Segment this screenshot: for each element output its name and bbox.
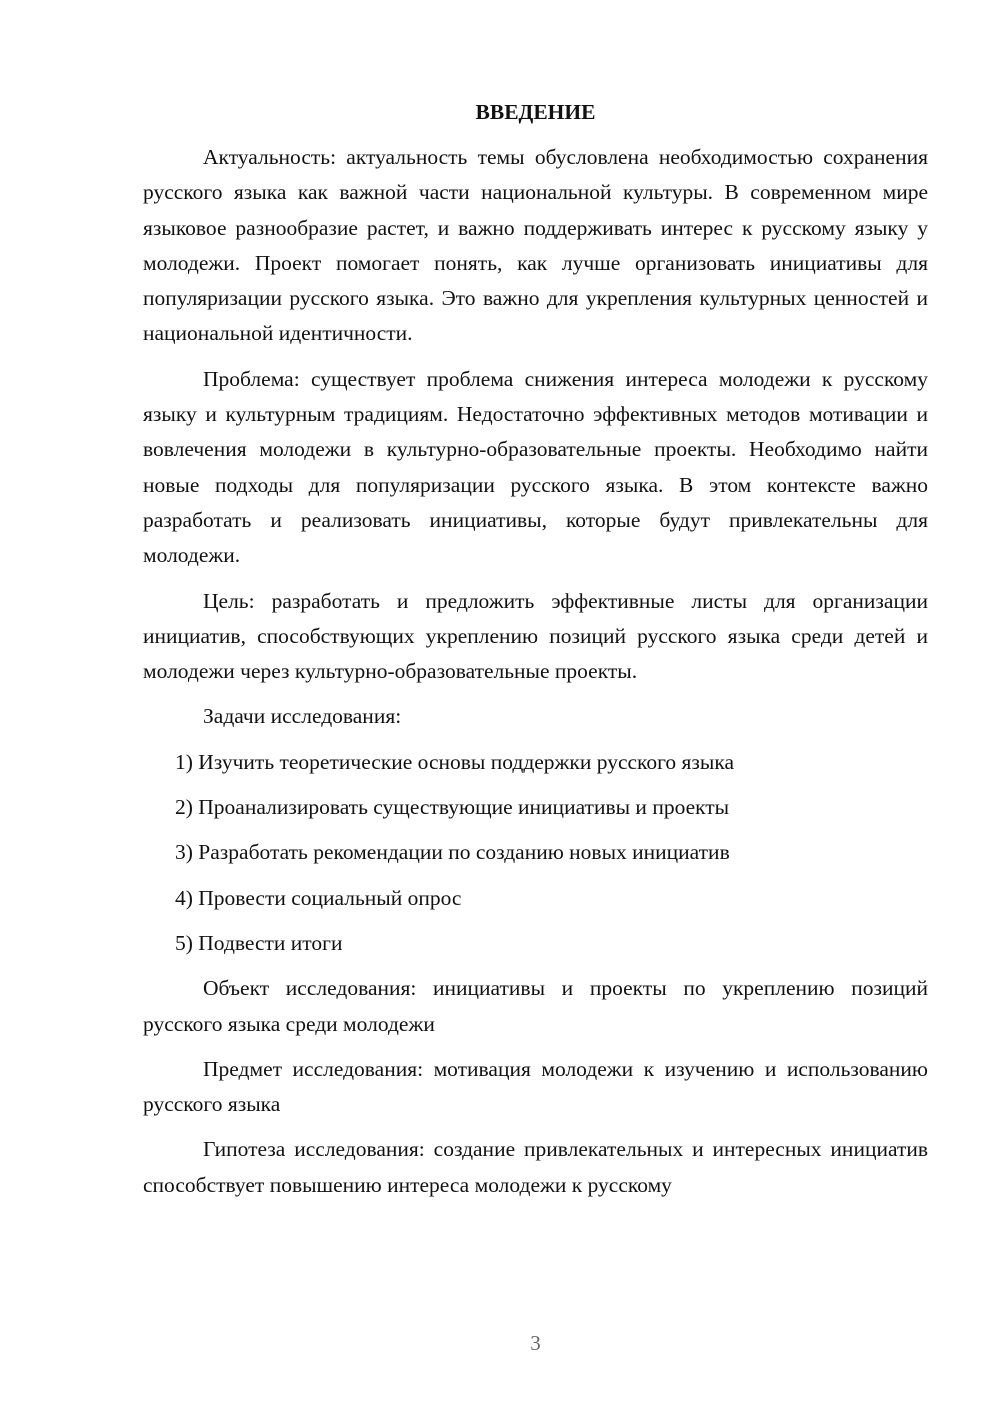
problem-paragraph: Проблема: существует проблема снижения интереса молодежи к русскому языку и культурным традициям. Недостаточно эффективных методов мотивации и вовлечения молодежи в культурно-образовательные проекты. Необходимо найти новые подходы для популяризации русского языка. В этом контексте важно разработать и реализовать инициативы, которые будут привлекательны для молодежи. — [143, 366, 928, 568]
relevance-paragraph: Актуальность: актуальность темы обусловлена необходимостью сохранения русского языка как важной части национальной культуры. В современном мире языковое разнообразие растет, и важно поддерживать интерес к русскому языку у молодежи. Проект помогает понять, как лучше организовать инициативы для популяризации русского языка. Это важно для укрепления культурных ценностей и национальной идентичности. — [143, 145, 928, 346]
page-title: ВВЕДЕНИЕ — [475, 100, 596, 124]
list-item: 4) Провести социальный опрос — [175, 885, 462, 910]
tasks-list — [143, 745, 928, 961]
list-item: 3) Разработать рекомендации по созданию новых инициатив — [175, 840, 730, 865]
list-item: 1) Изучить теоретические основы поддержки русского языка — [175, 749, 735, 774]
tasks-heading: Задачи исследования: — [203, 704, 402, 729]
list-item: 2) Проанализировать существующие инициативы и проекты — [175, 795, 730, 820]
goal-paragraph: Цель: разработать и предложить эффективные листы для организации инициатив, способствующих укреплению позиций русского языка среди детей и молодежи через культурно-образовательные проекты. — [143, 588, 928, 684]
subject-paragraph: Предмет исследования: мотивация молодежи к изучению и использованию русского языка — [143, 1056, 928, 1117]
object-paragraph: Объект исследования: инициативы и проекты по укреплению позиций русского языка среди молодежи — [143, 976, 928, 1036]
list-item: 5) Подвести итоги — [175, 930, 343, 955]
hypothesis-paragraph: Гипотеза исследования: создание привлекательных и интересных инициатив способствует повышению интереса молодежи к русскому — [143, 1137, 928, 1197]
page-number: 3 — [530, 1331, 541, 1355]
page-content — [143, 95, 928, 1213]
